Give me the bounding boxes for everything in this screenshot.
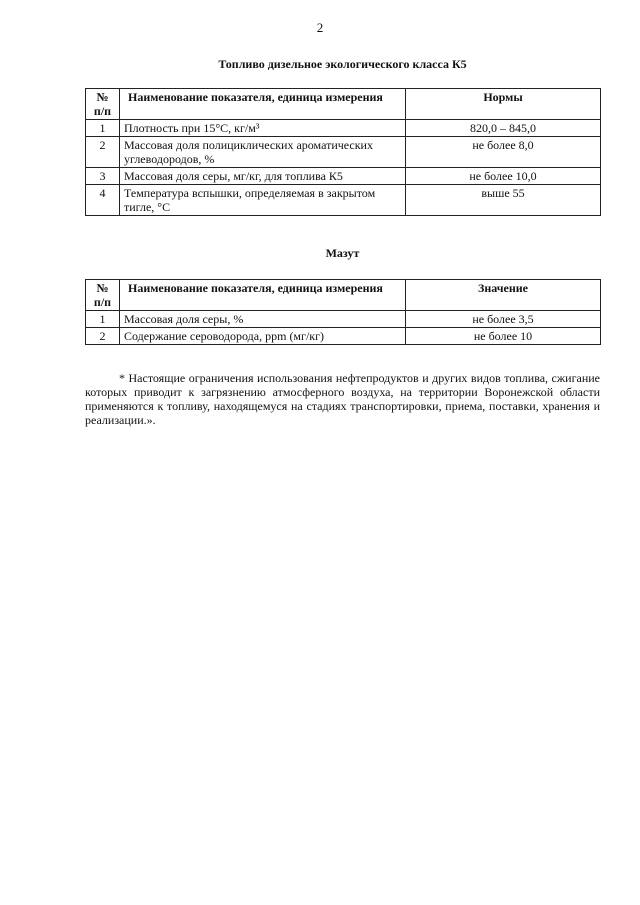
row-name: Плотность при 15°С, кг/м³ <box>120 120 406 137</box>
row-name: Содержание сероводорода, ppm (мг/кг) <box>120 328 406 345</box>
table-row <box>86 168 601 185</box>
table-row <box>86 137 601 168</box>
row-num: 4 <box>86 185 120 216</box>
row-num: 3 <box>86 168 120 185</box>
header-name: Наименование показателя, единица измерения <box>120 280 406 311</box>
row-value: не более 10,0 <box>406 168 601 185</box>
header-name: Наименование показателя, единица измерения <box>120 89 406 120</box>
header-num: № п/п <box>86 280 120 311</box>
row-num: 2 <box>86 328 120 345</box>
header-num: № п/п <box>86 89 120 120</box>
table-row <box>86 328 601 345</box>
row-value: 820,0 – 845,0 <box>406 120 601 137</box>
row-num: 1 <box>86 311 120 328</box>
row-name: Массовая доля серы, мг/кг, для топлива К5 <box>120 168 406 185</box>
row-value: не более 10 <box>406 328 601 345</box>
table-row <box>86 185 601 216</box>
table-row <box>86 120 601 137</box>
row-value: не более 8,0 <box>406 137 601 168</box>
table-row <box>86 311 601 328</box>
row-value: не более 3,5 <box>406 311 601 328</box>
table-header-row <box>86 280 601 311</box>
header-value: Нормы <box>406 89 601 120</box>
page-number: 2 <box>316 20 324 35</box>
section-title-diesel: Топливо дизельное экологического класса К5 <box>218 57 467 71</box>
diesel-norms-table <box>85 88 601 216</box>
row-value: выше 55 <box>406 185 601 216</box>
header-value: Значение <box>406 280 601 311</box>
row-num: 1 <box>86 120 120 137</box>
row-num: 2 <box>86 137 120 168</box>
footnote: * Настоящие ограничения использования нефтепродуктов и других видов топлива, сжигание которых приводит к загрязнению атмосферного воздуха, на территории Воронежской области применяются к топливу, находящемуся на стадиях транспортировки, приема, поставки, хранения и реализации.». <box>85 371 600 427</box>
row-name: Массовая доля полициклических ароматических углеводородов, % <box>120 137 406 168</box>
row-name: Массовая доля серы, % <box>120 311 406 328</box>
fuel-oil-table <box>85 279 601 345</box>
section-title-fuel-oil: Мазут <box>325 246 360 260</box>
table-header-row <box>86 89 601 120</box>
row-name: Температура вспышки, определяемая в закрытом тигле, °С <box>120 185 406 216</box>
